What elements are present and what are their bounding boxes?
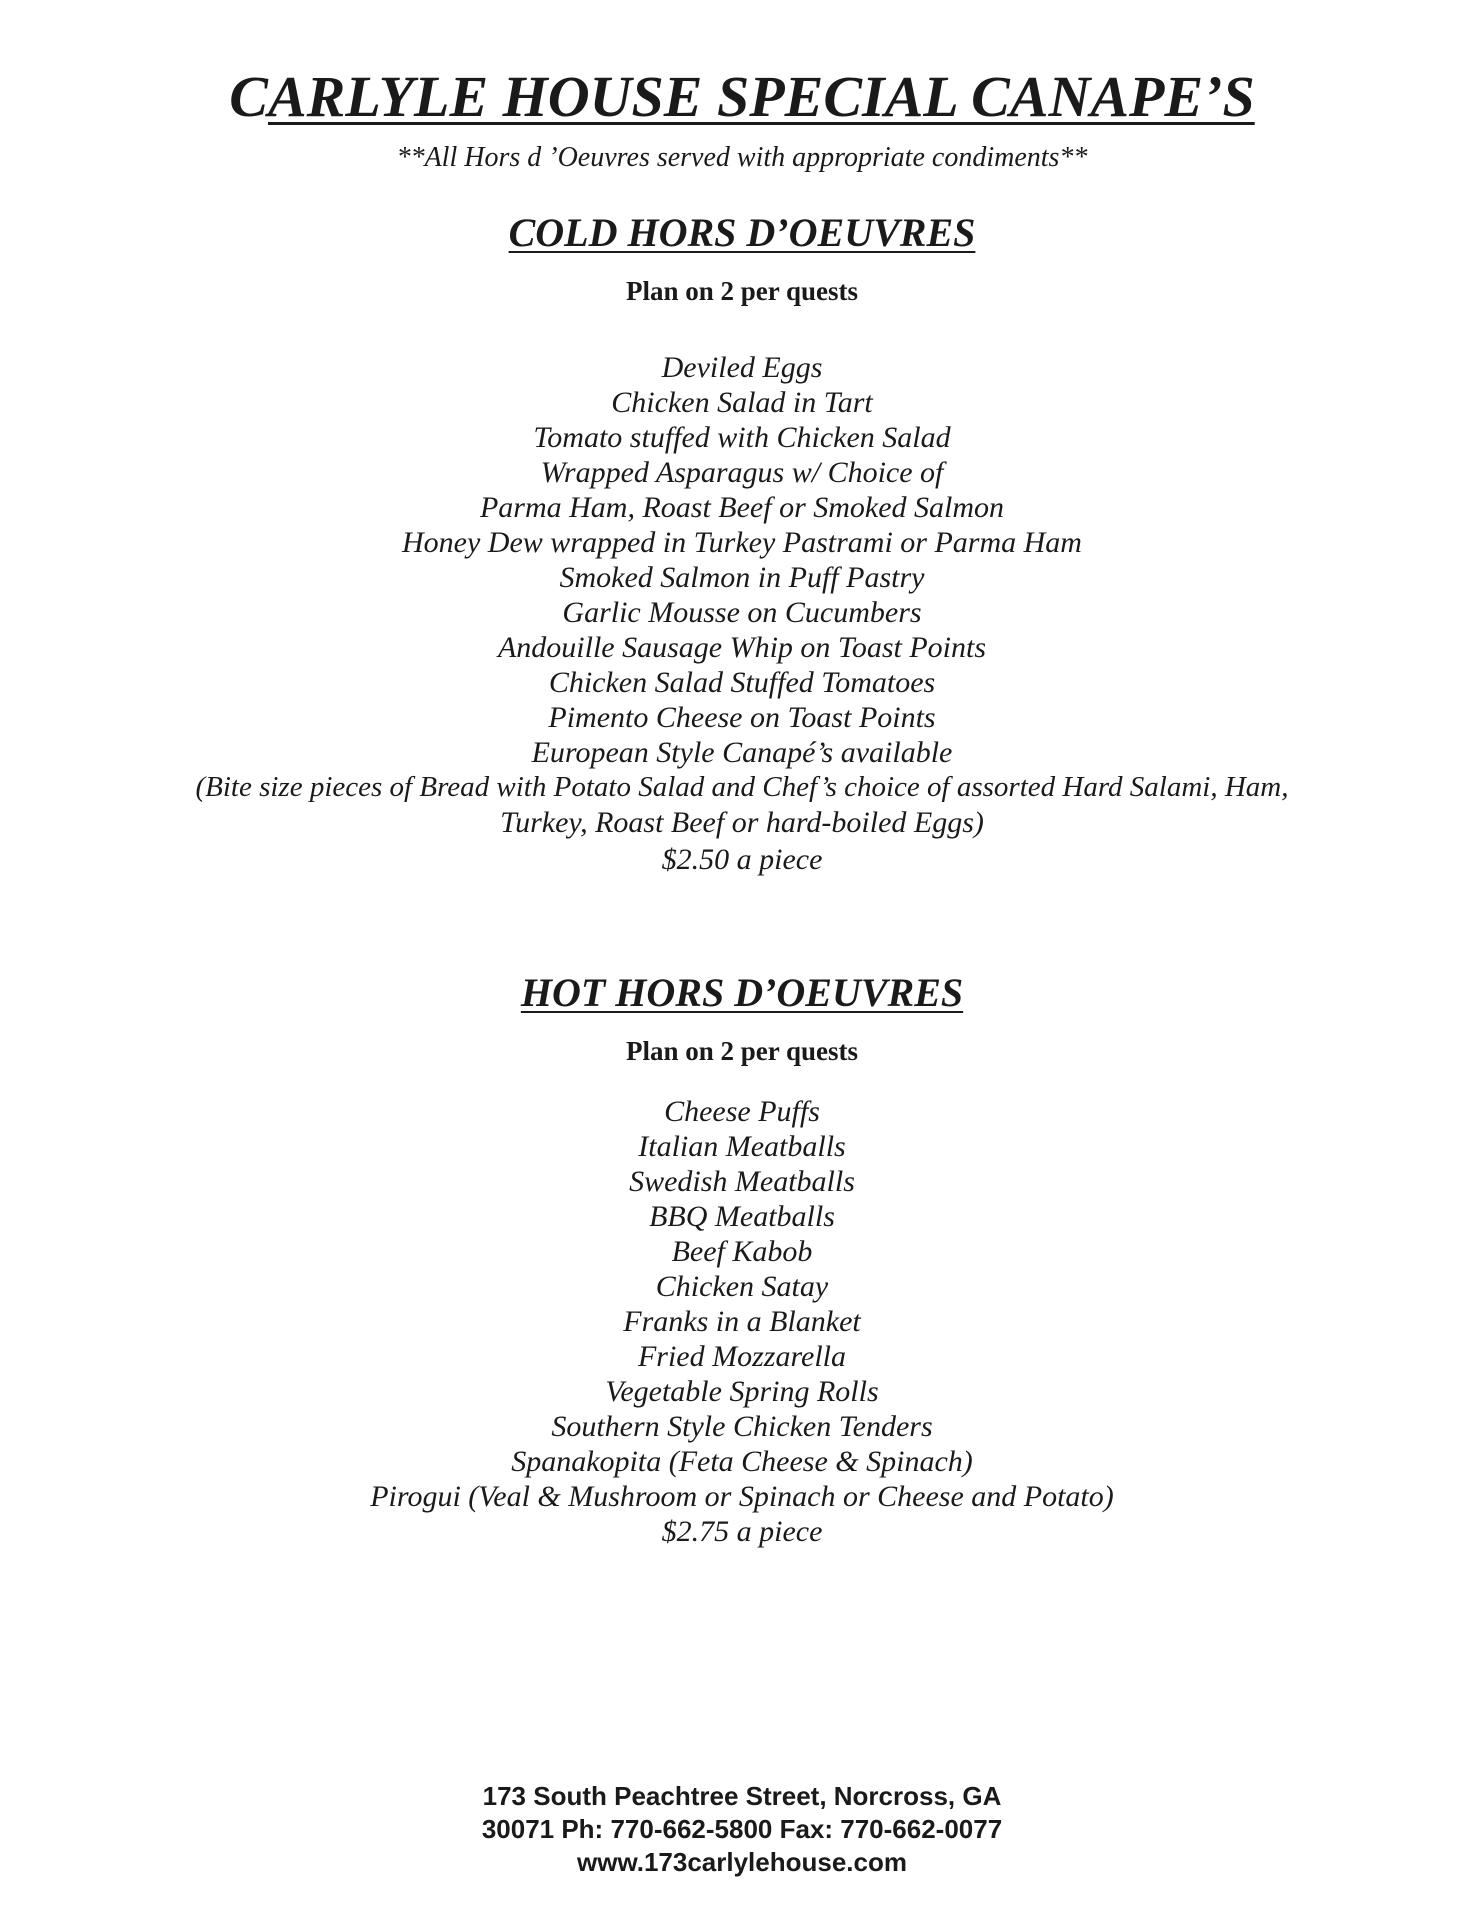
list-item: Chicken Salad Stuffed Tomatoes [548, 666, 936, 699]
list-item: Honey Dew wrapped in Turkey Pastrami or Parma Ham [402, 526, 1082, 559]
list-item: Deviled Eggs [661, 351, 823, 384]
list-item: Fried Mozzarella [637, 1340, 847, 1373]
cold-section-heading: COLD HORS D’OEUVRES [508, 210, 976, 255]
list-item: Italian Meatballs [638, 1130, 846, 1163]
hot-price: $2.75 a piece [661, 1515, 823, 1548]
list-item: Garlic Mousse on Cucumbers [562, 596, 922, 629]
list-item: Swedish Meatballs [629, 1165, 855, 1198]
list-item: Spanakopita (Feta Cheese & Spinach) [511, 1445, 973, 1478]
list-item: Turkey, Roast Beef or hard-boiled Eggs) [500, 806, 984, 839]
title-underlined-text: ARLYLE HOUSE SPECIAL CANAPE’S [267, 64, 1255, 129]
list-item: Franks in a Blanket [623, 1305, 861, 1338]
list-item: Chicken Satay [655, 1270, 829, 1303]
page-title [0, 62, 1484, 132]
list-item: Wrapped Asparagus w/ Choice of [540, 456, 944, 489]
list-item: Cheese Puffs [664, 1095, 820, 1128]
list-item: Andouille Sausage Whip on Toast Points [497, 631, 987, 664]
list-item: Pimento Cheese on Toast Points [548, 701, 936, 734]
list-item: Chicken Salad in Tart [611, 386, 873, 419]
list-item: (Bite size pieces of Bread with Potato Salad and Chef’s choice of assorted Hard Salami, Ham, [195, 771, 1289, 803]
list-item: Pirogui (Veal & Mushroom or Spinach or Cheese and Potato) [370, 1480, 1114, 1513]
cold-items-list [0, 350, 1484, 840]
list-item: Parma Ham, Roast Beef or Smoked Salmon [479, 491, 1005, 524]
condiments-note: **All Hors d ’Oeuvres served with appropriate condiments** [396, 142, 1088, 173]
hot-plan-note: Plan on 2 per quests [625, 1036, 859, 1066]
cold-price: $2.50 a piece [661, 843, 823, 876]
list-item: BBQ Meatballs [649, 1200, 835, 1233]
hot-section-heading: HOT HORS D’OEUVRES [520, 970, 964, 1015]
list-item: Beef Kabob [671, 1235, 813, 1268]
list-item: European Style Canapé’s available [531, 736, 953, 769]
list-item: Vegetable Spring Rolls [605, 1375, 879, 1408]
list-item: Tomato stuffed with Chicken Salad [533, 421, 951, 454]
list-item: Smoked Salmon in Puff Pastry [559, 561, 925, 594]
cold-plan-note: Plan on 2 per quests [625, 276, 859, 306]
list-item: Southern Style Chicken Tenders [551, 1410, 933, 1443]
hot-items-list [0, 1094, 1484, 1514]
footer-phone-fax: 30071 Ph: 770-662-5800 Fax: 770-662-0077 [481, 1814, 1003, 1844]
title-first-letter: C [229, 64, 268, 129]
footer-address: 173 South Peachtree Street, Norcross, GA [482, 1781, 1002, 1811]
footer-website-link[interactable]: www.173carlylehouse.com [577, 1847, 907, 1877]
contact-footer [0, 1780, 1484, 1879]
